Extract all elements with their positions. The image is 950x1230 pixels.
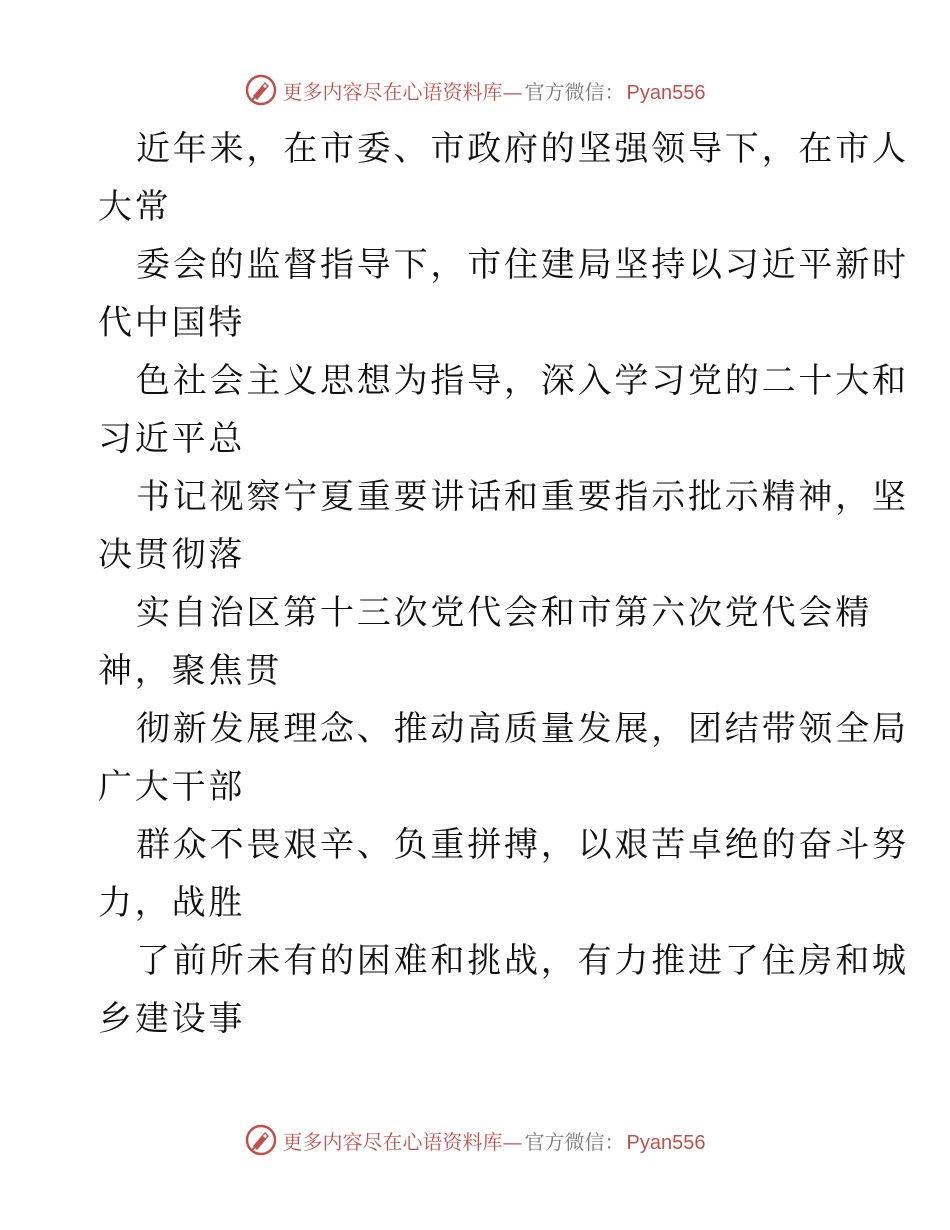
footer-wechat-id: Pyan556 <box>626 1131 706 1154</box>
document-body <box>98 120 909 1048</box>
footer-official-label: 官方微信： <box>524 1129 625 1154</box>
footer-promo <box>283 1126 706 1155</box>
paragraph-line-pair <box>98 468 909 584</box>
pen-nib-logo-icon <box>245 74 277 106</box>
paragraph-line-pair <box>98 932 909 1048</box>
body-line: 了前所未有的困难和挑战，有力推进了住房和城 <box>136 941 909 981</box>
body-line: 彻新发展理念、推动高质量发展，团结带领全局 <box>136 709 909 749</box>
body-line: 乡建设事 <box>98 999 246 1039</box>
paragraph-line-pair <box>98 236 909 352</box>
body-line: 色社会主义思想为指导，深入学习党的二十大和 <box>136 361 909 401</box>
header-dash: — <box>502 79 523 104</box>
footer-banner <box>0 1120 950 1160</box>
paragraph-line-pair <box>98 700 909 816</box>
body-line: 实自治区第十三次党代会和市第六次党代会精 <box>136 593 872 633</box>
header-banner <box>0 70 950 110</box>
body-line: 书记视察宁夏重要讲话和重要指示批示精神，坚 <box>136 477 909 517</box>
pen-nib-logo-icon <box>245 1124 277 1156</box>
body-line: 群众不畏艰辛、负重拼搏，以艰苦卓绝的奋斗努 <box>136 825 909 865</box>
body-line: 广大干部 <box>98 767 246 807</box>
paragraph-line-pair <box>98 352 909 468</box>
body-line: 代中国特 <box>98 303 246 343</box>
footer-promo-text: 更多内容尽在心语资料库 <box>282 1129 503 1154</box>
body-line: 近年来，在市委、市政府的坚强领导下，在市人 <box>136 129 909 169</box>
body-line: 决贯彻落 <box>98 535 246 575</box>
header-promo-text: 更多内容尽在心语资料库 <box>282 79 503 104</box>
header-official-label: 官方微信： <box>524 79 625 104</box>
body-line: 委会的监督指导下，市住建局坚持以习近平新时 <box>136 245 909 285</box>
body-line: 力，战胜 <box>98 883 246 923</box>
header-promo <box>283 76 706 105</box>
body-line: 大常 <box>98 187 172 227</box>
header-wechat-id: Pyan556 <box>626 81 706 104</box>
footer-dash: — <box>502 1129 523 1154</box>
paragraph-line-pair <box>98 584 872 700</box>
paragraph-line-pair <box>98 816 909 932</box>
paragraph-line-pair <box>98 120 909 236</box>
body-line: 习近平总 <box>98 419 246 459</box>
body-line: 神，聚焦贯 <box>98 651 282 691</box>
